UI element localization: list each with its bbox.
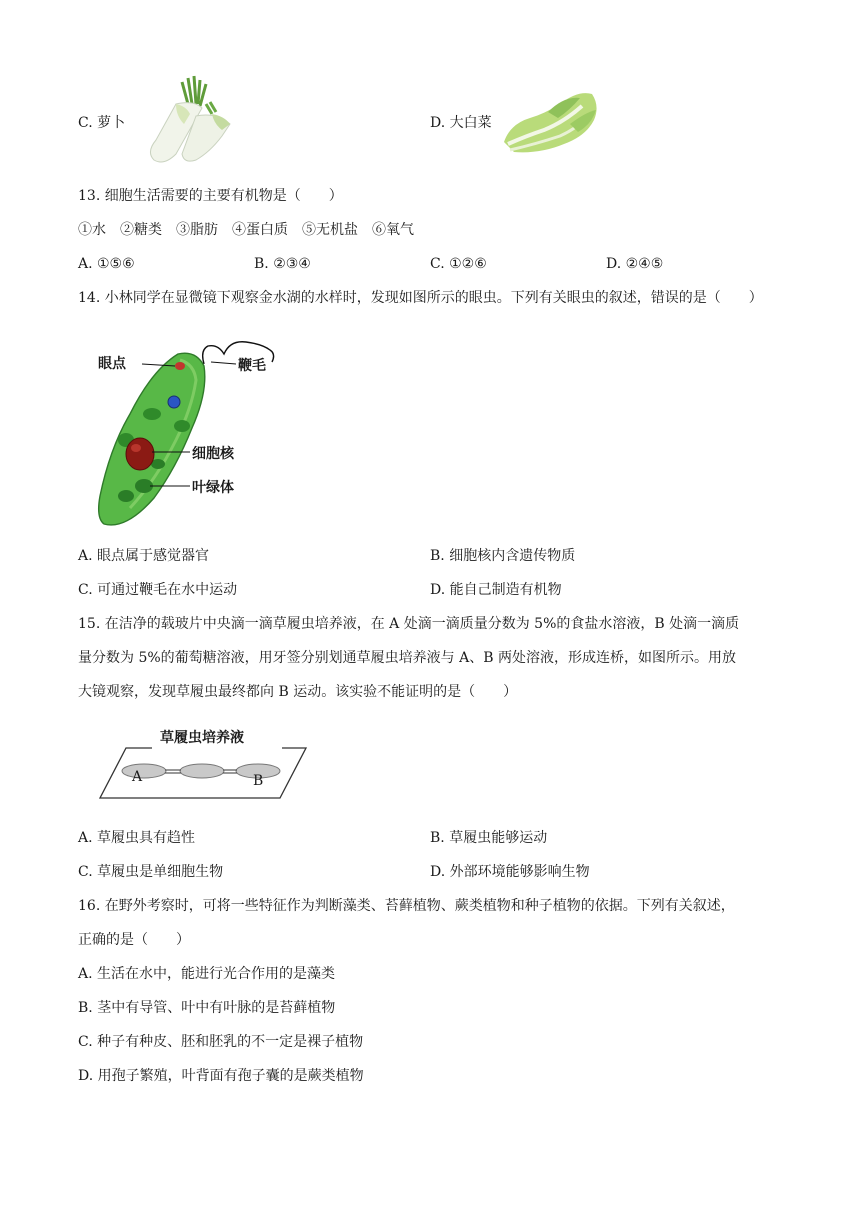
q14-stem: 14. 小林同学在显微镜下观察金水湖的水样时，发现如图所示的眼虫。下列有关眼虫的叙述，错误的是（ ） [78, 290, 763, 306]
slide-label-culture: 草履虫培养液 [160, 730, 244, 746]
slide-label-a: A [132, 769, 143, 785]
q14-option-d: D. 能自己制造有机物 [430, 582, 562, 598]
q16-stem-line2: 正确的是（ ） [78, 932, 190, 948]
q15-option-c: C. 草履虫是单细胞生物 [78, 864, 224, 880]
euglena-label-eyespot: 眼点 [98, 356, 126, 372]
q14-option-c: C. 可通过鞭毛在水中运动 [78, 582, 238, 598]
q16-option-b: B. 茎中有导管、叶中有叶脉的是苔藓植物 [78, 1000, 336, 1016]
q13-option-b: B. ②③④ [254, 256, 311, 272]
euglena-label-nucleus: 细胞核 [192, 446, 234, 462]
drop-a [122, 764, 166, 778]
q15-stem-line3: 大镜观察，发现草履虫最终都向 B 运动。该实验不能证明的是（ ） [78, 684, 518, 700]
nucleus-shape [126, 438, 154, 470]
drop-culture [180, 764, 224, 778]
q13-option-a: A. ①⑤⑥ [78, 256, 135, 272]
q15-stem-line2: 量分数为 5%的葡萄糖溶液，用牙签分别划通草履虫培养液与 A、B 两处溶液，形成连桥，如图所示。用放 [78, 650, 736, 666]
euglena-label-flagellum: 鞭毛 [238, 358, 266, 374]
q16-stem-line1: 16. 在野外考察时，可将一些特征作为判断藻类、苔藓植物、蕨类植物和种子植物的依据。下列有关叙述， [78, 898, 735, 914]
q13-items: ①水 ②糖类 ③脂肪 ④蛋白质 ⑤无机盐 ⑥氧气 [78, 222, 414, 238]
q15-stem-line1: 15. 在洁净的载玻片中央滴一滴草履虫培养液，在 A 处滴一滴质量分数为 5%的食盐水溶液，B 处滴一滴质 [78, 616, 740, 632]
q15-option-b: B. 草履虫能够运动 [430, 830, 548, 846]
q12-option-c: C. 萝卜 [78, 115, 126, 131]
slide-label-b: B [253, 773, 264, 789]
q16-option-a: A. 生活在水中，能进行光合作用的是藻类 [78, 966, 336, 982]
q13-stem: 13. 细胞生活需要的主要有机物是（ ） [78, 188, 343, 204]
q14-option-a: A. 眼点属于感觉器官 [78, 548, 210, 564]
euglena-body [99, 353, 205, 525]
chinese-cabbage-image [500, 84, 600, 156]
radish-image [136, 74, 236, 166]
q16-option-d: D. 用孢子繁殖，叶背面有孢子囊的是蕨类植物 [78, 1068, 364, 1084]
q15-option-d: D. 外部环境能够影响生物 [430, 864, 590, 880]
q12-option-d: D. 大白菜 [430, 115, 492, 131]
q14-option-b: B. 细胞核内含遗传物质 [430, 548, 576, 564]
q16-option-c: C. 种子有种皮、胚和胚乳的不一定是裸子植物 [78, 1034, 364, 1050]
q13-option-c: C. ①②⑥ [430, 256, 487, 272]
euglena-label-chloroplast: 叶绿体 [192, 480, 234, 496]
eyespot-shape [175, 362, 185, 370]
q13-option-d: D. ②④⑤ [606, 256, 664, 272]
q15-option-a: A. 草履虫具有趋性 [78, 830, 196, 846]
